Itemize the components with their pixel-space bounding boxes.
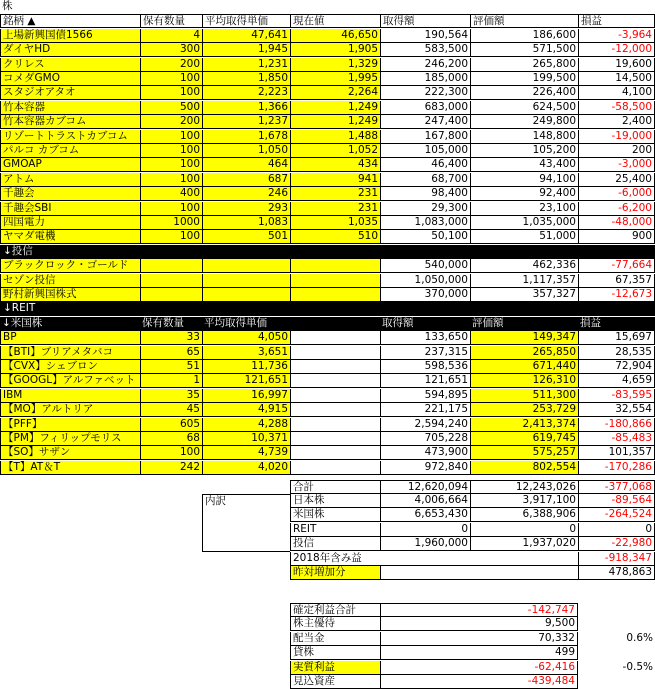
stock-value: 246 (202, 187, 290, 201)
fund-cost: 370,000 (380, 288, 470, 302)
fund-empty (202, 259, 290, 273)
us-cost: 705,228 (380, 432, 470, 446)
summary-total-value: 12,243,026 (470, 480, 578, 494)
stock-value: 941 (290, 173, 380, 187)
stock-value: 1,249 (290, 115, 380, 129)
stock-value: 687 (202, 173, 290, 187)
summary-row-label: 日本株 (290, 494, 380, 508)
summary-row-label: REIT (290, 523, 380, 537)
stock-value: 199,500 (470, 72, 578, 86)
stock-name: アトム (0, 173, 140, 187)
summary-row-label: 米国株 (290, 508, 380, 522)
us-pl: 4,659 (578, 374, 655, 388)
us-avg-price: 4,288 (202, 418, 290, 432)
stock-value: 1,237 (202, 115, 290, 129)
stock-value: 43,400 (470, 158, 578, 172)
summary-row-pl: 0 (578, 523, 655, 537)
stock-value: 1,035 (290, 216, 380, 230)
realized-ratio: -0.5% (622, 661, 653, 673)
realized-label: 配当金 (290, 632, 380, 646)
fund-empty (140, 274, 202, 288)
fund-name: 野村新興国株式 (0, 288, 140, 302)
us-value: 671,440 (470, 360, 578, 374)
fund-empty (290, 259, 380, 273)
realized-ratio (578, 617, 655, 631)
fund-value: 1,117,357 (470, 274, 578, 288)
stock-value: 105,200 (470, 144, 578, 158)
fund-name: ブラックロック・ゴールド (0, 259, 140, 273)
us-qty: 45 (140, 403, 202, 417)
us-empty (290, 461, 380, 475)
us-pl: 72,904 (578, 360, 655, 374)
stock-value: 200 (140, 58, 202, 72)
stock-value: 1,905 (290, 43, 380, 57)
stock-value: 94,100 (470, 173, 578, 187)
stocks-header-3: 現在値 (290, 14, 380, 28)
stock-value: 185,000 (380, 72, 470, 86)
us-empty (290, 432, 380, 446)
stock-value: 1,850 (202, 72, 290, 86)
stock-value: 249,800 (470, 115, 578, 129)
stock-value: 148,800 (470, 130, 578, 144)
stock-value: 4 (140, 29, 202, 43)
us-empty (290, 389, 380, 403)
stock-value: 47,641 (202, 29, 290, 43)
stock-value: 1,083,000 (380, 216, 470, 230)
stock-name: 四国電力 (0, 216, 140, 230)
stock-value: -3,964 (578, 29, 655, 43)
year-gain-value: -918,347 (578, 552, 655, 566)
summary-total-pl: -377,068 (578, 480, 655, 494)
realized-label: 貸株 (290, 646, 380, 660)
us-value: 619,745 (470, 432, 578, 446)
us-qty: 242 (140, 461, 202, 475)
realized-ratio (578, 603, 655, 617)
summary-row-value: 3,917,100 (470, 494, 578, 508)
yoy-increase-value: 478,863 (578, 566, 655, 580)
stock-value: 293 (202, 202, 290, 216)
us-cost: 598,536 (380, 360, 470, 374)
stock-value: 46,650 (290, 29, 380, 43)
yoy-increase-label: 昨対増加分 (290, 566, 380, 580)
stock-value: 1,083 (202, 216, 290, 230)
summary-row-cost: 6,653,430 (380, 508, 470, 522)
fund-empty (202, 288, 290, 302)
us-pl: -170,286 (578, 461, 655, 475)
stock-value: 200 (578, 144, 655, 158)
us-header-1: 保有数量 (140, 317, 202, 331)
realized-label: 確定利益合計 (290, 603, 380, 617)
stock-name: 竹本容器カブコム (0, 115, 140, 129)
us-stock-name: 【PFF】 (0, 418, 140, 432)
stock-value: 100 (140, 72, 202, 86)
fund-empty (140, 288, 202, 302)
stock-value: 1,945 (202, 43, 290, 57)
us-header-0: ↓米国株 (0, 317, 140, 331)
stock-value: 400 (140, 187, 202, 201)
stock-name: ヤマダ電機 (0, 230, 140, 244)
us-empty (290, 403, 380, 417)
stock-value: 100 (140, 158, 202, 172)
us-avg-price: 3,651 (202, 346, 290, 360)
us-cost: 594,895 (380, 389, 470, 403)
us-cost: 473,900 (380, 446, 470, 460)
us-empty (290, 418, 380, 432)
stock-value: 900 (578, 230, 655, 244)
stock-name: GMOAP (0, 158, 140, 172)
us-pl: -180,866 (578, 418, 655, 432)
stock-value: 1,488 (290, 130, 380, 144)
stocks-header-2: 平均取得単価 (202, 14, 290, 28)
fund-name: セゾン投信 (0, 274, 140, 288)
stock-value: 100 (140, 230, 202, 244)
stock-value: 50,100 (380, 230, 470, 244)
us-stock-name: 【SO】サザン (0, 446, 140, 460)
stock-value: 2,223 (202, 86, 290, 100)
us-qty: 35 (140, 389, 202, 403)
stock-value: 46,400 (380, 158, 470, 172)
stock-value: -6,000 (578, 187, 655, 201)
us-stock-name: BP (0, 331, 140, 345)
us-avg-price: 4,050 (202, 331, 290, 345)
stock-value: -3,000 (578, 158, 655, 172)
stock-value: 1,050 (202, 144, 290, 158)
yoy-empty (380, 566, 578, 580)
us-empty (290, 374, 380, 388)
stock-value: 510 (290, 230, 380, 244)
stocks-header-4: 取得額 (380, 14, 470, 28)
stock-value: 434 (290, 158, 380, 172)
stock-value: -58,500 (578, 101, 655, 115)
stock-value: 583,500 (380, 43, 470, 57)
stock-value: 100 (140, 202, 202, 216)
fund-empty (140, 259, 202, 273)
summary-breakdown-label: 内訳 (202, 494, 290, 552)
stock-value: 1,678 (202, 130, 290, 144)
stock-value: 500 (140, 101, 202, 115)
fund-value: 462,336 (470, 259, 578, 273)
us-header-4: 評価額 (470, 317, 578, 331)
us-avg-price: 16,997 (202, 389, 290, 403)
stock-name: スタジオアタオ (0, 86, 140, 100)
fund-empty (290, 274, 380, 288)
us-stock-name: IBM (0, 389, 140, 403)
stock-name: コメダGMO (0, 72, 140, 86)
stock-value: -6,200 (578, 202, 655, 216)
stock-value: 100 (140, 173, 202, 187)
stocks-header-0: 銘柄 ▲ (0, 14, 140, 28)
stock-value: 464 (202, 158, 290, 172)
realized-value: 499 (380, 646, 578, 660)
stock-value: 51,000 (470, 230, 578, 244)
stock-value: 246,200 (380, 58, 470, 72)
realized-value: -439,484 (380, 675, 578, 689)
stock-value: 571,500 (470, 43, 578, 57)
us-pl: -85,483 (578, 432, 655, 446)
realized-label: 株主優待 (290, 617, 380, 631)
stock-value: 186,600 (470, 29, 578, 43)
us-cost: 237,315 (380, 346, 470, 360)
us-stock-name: 【T】AT＆T (0, 461, 140, 475)
stock-value: 2,400 (578, 115, 655, 129)
stock-name: 上場新興国債1566 (0, 29, 140, 43)
us-cost: 121,651 (380, 374, 470, 388)
fund-empty (290, 288, 380, 302)
stock-name: パルコ カブコム (0, 144, 140, 158)
realized-value: 9,500 (380, 617, 578, 631)
us-qty: 51 (140, 360, 202, 374)
us-header-2: 平均取得単価 (202, 317, 380, 331)
stock-value: 683,000 (380, 101, 470, 115)
stock-value: 1,035,000 (470, 216, 578, 230)
funds-section-bar-label: ↓投信 (3, 245, 33, 257)
stock-value: 19,600 (578, 58, 655, 72)
stock-value: 100 (140, 130, 202, 144)
us-value: 511,300 (470, 389, 578, 403)
stock-value: 167,800 (380, 130, 470, 144)
fund-pl: -12,673 (578, 288, 655, 302)
us-avg-price: 4,739 (202, 446, 290, 460)
stock-value: 1,366 (202, 101, 290, 115)
us-pl: 101,357 (578, 446, 655, 460)
stock-value: 92,400 (470, 187, 578, 201)
stock-name: リゾートトラストカブコム (0, 130, 140, 144)
stock-value: 265,800 (470, 58, 578, 72)
stock-value: 1,329 (290, 58, 380, 72)
fund-cost: 540,000 (380, 259, 470, 273)
stock-value: 190,564 (380, 29, 470, 43)
stock-name: 千趣会 (0, 187, 140, 201)
us-value: 253,729 (470, 403, 578, 417)
fund-empty (202, 274, 290, 288)
summary-row-cost: 1,960,000 (380, 537, 470, 551)
us-cost: 972,840 (380, 461, 470, 475)
realized-label: 実質利益 (290, 661, 380, 675)
us-pl: 28,535 (578, 346, 655, 360)
us-value: 575,257 (470, 446, 578, 460)
us-qty: 1 (140, 374, 202, 388)
summary-row-value: 1,937,020 (470, 537, 578, 551)
realized-value: 70,332 (380, 632, 578, 646)
funds-section-bar (0, 245, 655, 259)
stock-value: 501 (202, 230, 290, 244)
us-cost: 133,650 (380, 331, 470, 345)
stock-value: 23,100 (470, 202, 578, 216)
us-qty: 68 (140, 432, 202, 446)
realized-ratio (578, 646, 655, 660)
summary-row-pl: -22,980 (578, 537, 655, 551)
stock-name: クリレス (0, 58, 140, 72)
us-cost: 221,175 (380, 403, 470, 417)
us-stock-name: 【MO】アルトリア (0, 403, 140, 417)
us-cost: 2,594,240 (380, 418, 470, 432)
stock-value: 200 (140, 115, 202, 129)
stock-name: 千趣会SBI (0, 202, 140, 216)
stock-value: 25,400 (578, 173, 655, 187)
fund-cost: 1,050,000 (380, 274, 470, 288)
us-header-3: 取得額 (380, 317, 470, 331)
sheet-title: 株 (2, 0, 13, 12)
stock-value: 100 (140, 144, 202, 158)
summary-row-pl: -264,524 (578, 508, 655, 522)
realized-label: 見込資産 (290, 675, 380, 689)
stock-value: 98,400 (380, 187, 470, 201)
us-empty (290, 446, 380, 460)
stock-value: -12,000 (578, 43, 655, 57)
stock-value: 14,500 (578, 72, 655, 86)
us-avg-price: 4,020 (202, 461, 290, 475)
us-avg-price: 121,651 (202, 374, 290, 388)
stock-value: 231 (290, 187, 380, 201)
us-qty: 65 (140, 346, 202, 360)
stock-value: 1,249 (290, 101, 380, 115)
us-header-5: 損益 (578, 317, 655, 331)
stock-value: 68,700 (380, 173, 470, 187)
us-empty (290, 346, 380, 360)
us-qty: 33 (140, 331, 202, 345)
us-avg-price: 4,915 (202, 403, 290, 417)
stock-value: 1,231 (202, 58, 290, 72)
stock-name: ダイヤHD (0, 43, 140, 57)
stock-value: 1,995 (290, 72, 380, 86)
stocks-header-6: 損益 (578, 14, 655, 28)
fund-value: 357,327 (470, 288, 578, 302)
summary-total-cost: 12,620,094 (380, 480, 470, 494)
us-stock-name: 【GOOGL】アルファベット (0, 374, 140, 388)
reit-section-bar (0, 302, 655, 316)
stock-value: 300 (140, 43, 202, 57)
stocks-header-5: 評価額 (470, 14, 578, 28)
us-empty (290, 331, 380, 345)
realized-value: -62,416 (380, 661, 578, 675)
fund-pl: 67,357 (578, 274, 655, 288)
stock-value: 100 (140, 86, 202, 100)
summary-total-label: 合計 (290, 480, 380, 494)
us-pl: -83,595 (578, 389, 655, 403)
summary-row-value: 0 (470, 523, 578, 537)
stock-value: 1,052 (290, 144, 380, 158)
year-gain-label: 2018年含み益 (290, 552, 578, 566)
stock-value: 2,264 (290, 86, 380, 100)
stock-value: 231 (290, 202, 380, 216)
us-empty (290, 360, 380, 374)
realized-value: -142,747 (380, 603, 578, 617)
summary-row-cost: 0 (380, 523, 470, 537)
stock-value: 222,300 (380, 86, 470, 100)
us-avg-price: 11,736 (202, 360, 290, 374)
us-pl: 32,554 (578, 403, 655, 417)
stock-name: 竹本容器 (0, 101, 140, 115)
stock-value: 29,300 (380, 202, 470, 216)
stock-value: 1000 (140, 216, 202, 230)
us-value: 126,310 (470, 374, 578, 388)
realized-ratio: 0.6% (626, 632, 653, 644)
reit-section-bar-label: ↓REIT (3, 302, 36, 314)
us-stock-name: 【CVX】シェブロン (0, 360, 140, 374)
stock-value: 624,500 (470, 101, 578, 115)
summary-row-pl: -89,564 (578, 494, 655, 508)
stock-value: 105,000 (380, 144, 470, 158)
stock-value: 4,100 (578, 86, 655, 100)
fund-pl: -77,664 (578, 259, 655, 273)
stock-value: -48,000 (578, 216, 655, 230)
us-avg-price: 10,371 (202, 432, 290, 446)
us-pl: 15,697 (578, 331, 655, 345)
stock-value: 247,400 (380, 115, 470, 129)
stock-value: -19,000 (578, 130, 655, 144)
summary-row-cost: 4,006,664 (380, 494, 470, 508)
us-value: 802,554 (470, 461, 578, 475)
us-value: 265,850 (470, 346, 578, 360)
stock-value: 226,400 (470, 86, 578, 100)
summary-row-value: 6,388,906 (470, 508, 578, 522)
us-qty: 100 (140, 446, 202, 460)
stocks-header-1: 保有数量 (140, 14, 202, 28)
us-stock-name: 【PM】フィリップモリス (0, 432, 140, 446)
summary-row-label: 投信 (290, 537, 380, 551)
us-stock-name: 【BTI】ブリアメタバコ (0, 346, 140, 360)
us-value: 149,347 (470, 331, 578, 345)
us-qty: 605 (140, 418, 202, 432)
us-value: 2,413,374 (470, 418, 578, 432)
